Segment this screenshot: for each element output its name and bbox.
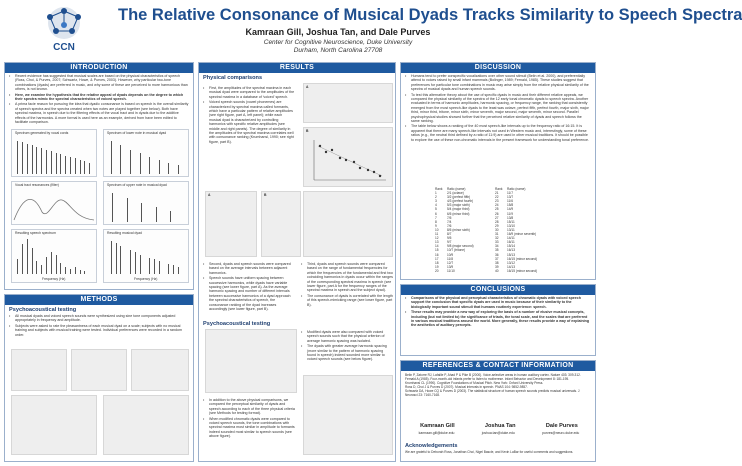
results-bullet: • The consonance of dyads is correlated with the length of this speech-mimicking range (see lower figure, part B). [301, 294, 393, 307]
figure-letter: B [264, 193, 267, 197]
discussion-bullet: • The table below shows a ranking of the 40 most speech-like intervals up to the frequency ratio of 16:15. It is apparent that there are many speech-like intervals not used in Western music and, interestingly, some of these ratios (e.g., the neutral third defined by a ratio of 11:9) are used in other musical traditions. It should be possible to explore the use of these non-chromatic intervals in the present framework for understanding tonal preference. [405, 124, 591, 142]
introduction-heading: INTRODUCTION [5, 63, 193, 73]
table-cell: 15/14 [507, 244, 515, 249]
table-cell: 12 [435, 236, 439, 241]
discussion-bullet: • Humans tend to prefer conspecific vocalizations over other sound stimuli (Belin et al. 2000), and preferentially attend to voices raised by small infant mammals (Bolinger, 1989; Fernald, 1985). These studies suggest that preferences for particular tone combinations in music may arise simply from the relative physical similarity of the spectra of musical dyads and human speech sounds. [405, 74, 591, 92]
lower-note-spectrum-figure [103, 129, 189, 177]
spectrum-bars [14, 137, 94, 174]
table-cell: 13 [435, 240, 439, 245]
figure-label: Spectrum of upper note in musical dyad [107, 183, 167, 187]
results-text-middle-left [199, 261, 299, 312]
table-cell: 33 [495, 240, 499, 245]
reference-entry: Ross D, Choi J & Purves D (2007). Musical intervals in speech. PNAS 104: 9852-9857. [405, 385, 528, 389]
table-cell: 11/6 [507, 199, 513, 204]
methods-heading: METHODS [5, 295, 193, 305]
dyad-spectrum-figure [103, 229, 189, 283]
table-cell: 9/5 [447, 236, 452, 241]
table-cell: 13/11 [507, 227, 515, 232]
table-cell: 21 [495, 191, 499, 196]
spectrum-bars [106, 189, 186, 222]
table-cell: 8 [435, 219, 437, 224]
acknowledgements-heading: Acknowledgements [405, 443, 458, 449]
x-axis-label: Frequency (Hz) [134, 277, 158, 281]
table-cell: 13/12 [507, 260, 515, 265]
intro-bullet: • A prima facie reason for pursuing the idea that dyadic consonance is based on speech is the overall similarity of speech spectra and the spectra created when two notes are played together (see below). Both have spectral maxima, in speech due to the filtering effects of the vocal tract and in dyads due to the additive effects of the harmonics. A more formal is used here as an example, derived from have been edited to facilitate comparison. [9, 102, 189, 124]
results-bullet: • First, the amplitudes of the spectral maxima in each musical dyad were compared to the amplitudes of the spectral maxima in a database of 'voiced' speech. [203, 86, 295, 99]
spectrum-bars [106, 237, 186, 274]
table-cell: 16/11 [507, 240, 515, 245]
speech-spectrum-figure [11, 229, 97, 283]
intro-hypothesis: • Here, we examine the hypothesis that the relative appeal of dyads depends on the degree to which their spectra mimic the spectral characteristics of voiced speech. [9, 93, 189, 102]
table-cell: 37 [495, 256, 499, 261]
table-cell: 28 [495, 219, 499, 224]
table-cell: 2/1 (octave) [447, 191, 464, 196]
table-cell: 15 [435, 248, 439, 253]
contact-email[interactable]: purves@neuro.duke.edu [542, 431, 580, 435]
poster-title: The Relative Consonance of Musical Dyads Tracks Similarity to Speech Spectra [118, 6, 742, 24]
table-cell: 3/2 (perfect fifth) [447, 195, 471, 200]
table-cell: 15/13 [507, 252, 515, 257]
stimulus-panel [131, 349, 189, 391]
table-cell: 5/4 (major third) [447, 207, 470, 212]
logo-text: CCN [53, 42, 75, 53]
reference-entry: Fernald A (1985). Four-month-old infants prefer to listen to motherese. Infant Behavior and Development 8: 181-195. [405, 377, 570, 381]
figure-label: Spectrum of lower note in musical dyad [107, 131, 167, 135]
filter-curve [14, 190, 94, 222]
methods-bullet: • All musical dyads and voiced speech sounds were synthesized using sine tone components adjusted appropriately in frequency and amplitude. [9, 314, 189, 323]
table-cell: 11/8 [447, 256, 453, 261]
acknowledgements-text: We are grateful to Deborah Ross, Jonathan Choi, Nigel Bascle, and Kevin LaBar for useful comments and suggestions. [405, 450, 574, 454]
author-list: Kamraan Gill, Joshua Tan, and Dale Purves [245, 27, 431, 37]
table-cell: 24 [495, 203, 499, 208]
figure-label: Spectrum generated by vocal cords [15, 131, 69, 135]
results-heading: RESULTS [199, 63, 395, 73]
table-cell: 4/3 (perfect fourth) [447, 199, 474, 204]
table-cell: 23 [495, 199, 499, 204]
table-cell: 32 [495, 236, 499, 241]
table-cell: 7/5 [447, 215, 452, 220]
upper-note-spectrum-figure [103, 181, 189, 225]
table-cell: 31 [495, 232, 499, 237]
table-cell: 40 [495, 268, 499, 273]
results-text-top [199, 85, 299, 145]
table-cell: 16/15 (minor second) [507, 256, 538, 261]
discussion-bullet: • To test this alternative theory about the use of specific dyads in music and their different relative appeals, we compared the physical similarity of the spectra of the 12 early tonal chromatic dyads to speech spectra. Another evaluated in terms of harmonic amplitudes, harmonic spacing, or frequency range, the ranking that consistently emerged from the most speech-like dyads to the least was octave, perfect fifth, perfect fourth, major sixth, major third, minor third, tritone, minor sixth, minor seventh, major second, major seventh, minor second. Parallel psychophysical studies showed further that the perceived relative similarity of dyads and speech follows the same ranking. [405, 93, 591, 124]
brain-network-icon [34, 3, 94, 43]
figure-label: Resulting musical dyad [107, 231, 142, 235]
table-cell: 12/7 [447, 260, 454, 265]
figure-letter: A [208, 193, 211, 197]
table-cell: 11 [435, 232, 439, 237]
conclusions-heading: CONCLUSIONS [401, 285, 595, 295]
results-text-bottom [199, 397, 299, 440]
table-cell: 7/4 [447, 219, 452, 224]
figure-letter: A [306, 85, 309, 89]
conclusions-panel [400, 284, 596, 356]
contact-names [405, 423, 593, 429]
results-bullet: • Speech sounds have uniform spacing between successive harmonics, while dyads have variable spacing (see lower figure, part A). As the average harmonic spacing and number of different intervals between successive harmonics of a dyad approach the spectral characteristics of speech, the consonance ranking of the dyad increases accordingly (see lower figure, part B). [203, 276, 295, 311]
methods-subheading: Psychoacoustical testing [9, 307, 77, 313]
results-bullet: • Second, dyads and speech sounds were compared based on the average intervals between adjacent harmonics. [203, 262, 295, 275]
table-cell: 15/8 [507, 203, 514, 208]
table-cell: 9/7 [447, 240, 452, 245]
table-cell: 4 [435, 203, 437, 208]
table-cell: 11/10 [447, 268, 455, 273]
methods-bullet: • Subjects were asked to rate the pleasantness of each musical dyad on a scale; subjects with no musical training and subjects with musical training were tested. Individual preferences were recorded in a random order. [9, 324, 189, 337]
results-bullet: • Voiced speech sounds (vowel phonemes) are characterized by spectral maxima called formants, which have a particular pattern of relative amplitudes (see right figure, part A, left panel); while each musical dyad is characterized by controlling harmonics with specific relative amplitudes (see middle and right panels). The degree of similarity in the amplitudes of the spectral maxima correlates well with consonance ranking (Krumhansl, 1990; see right figure, part B). [203, 100, 295, 144]
rating-scale-panel [11, 395, 97, 455]
table-cell: 7 [435, 215, 437, 220]
table-cell: 14/13 [507, 264, 515, 269]
reference-entry: Belin P, Zatorre RJ, Lafaille P, Ahad P & Pike B (2000). Voice-selective areas in human auditory cortex. Nature 403: 309-312. [405, 373, 581, 377]
table-cell: 13/9 [447, 264, 454, 269]
table-cell: 15/11 [507, 219, 515, 224]
table-cell: 38 [495, 260, 499, 265]
figure-label: Resulting speech spectrum [15, 231, 56, 235]
x-axis-label: Frequency (Hz) [42, 277, 66, 281]
consonance-correlation-figure-b [303, 127, 393, 187]
vocal-tract-filter-figure [11, 181, 97, 225]
column-header: Rank [495, 187, 503, 191]
vocal-cord-spectrum-figure [11, 129, 97, 177]
affiliation-location: Durham, North Carolina 27708 [293, 47, 383, 54]
column-header: Ratio (name) [447, 187, 466, 191]
results-text-lower-right [297, 329, 397, 363]
rating-scale-panel [103, 395, 189, 455]
table-cell: 26 [495, 211, 499, 216]
table-cell: 6/5 (minor third) [447, 211, 470, 216]
table-cell: 29 [495, 223, 499, 228]
discussion-heading: DISCUSSION [401, 63, 595, 73]
results-text-middle-right [297, 261, 397, 308]
table-cell: 5 [435, 207, 437, 212]
table-cell: 10/7 (tritone) [447, 248, 466, 253]
table-cell: 36 [495, 252, 499, 257]
contact-name: Kamraan Gill [420, 423, 455, 429]
references-heading: REFERENCES & CONTACT INFORMATION [401, 361, 595, 371]
intro-bullet: • Recent evidence has suggested that musical scales are based on the physical characteristics of speech (Ross, Choi, & Purves, 2007; Schwartz, Howe, & Purves, 2003). However, why particular two-tone combinations (dyads) are preferred in music, and why some of these are perceived to more harmonious than others, is not known. [9, 74, 189, 92]
table-cell: 27 [495, 215, 499, 220]
table-cell: 9 [435, 223, 437, 228]
ccn-logo [34, 3, 94, 55]
harmonic-spacing-figure-a [205, 191, 257, 257]
table-cell: 14/9 [507, 207, 514, 212]
perceptual-test-figure [205, 329, 297, 393]
table-cell: 18 [435, 260, 439, 265]
results-bullet: • Modified dyads were also compared with voiced speech sounds such that the physical criterion of average harmonic spacing was isolated. [301, 330, 393, 343]
table-cell: 13/10 [507, 223, 515, 228]
table-row [435, 269, 555, 273]
results-panel [198, 62, 396, 462]
results-subheading: Physical comparisons [203, 75, 263, 81]
table-cell: 11/7 [507, 191, 513, 196]
methods-panel [4, 294, 194, 462]
table-cell: 35 [495, 248, 499, 253]
stimulus-panel [71, 349, 127, 391]
table-cell: 39 [495, 264, 499, 269]
column-header: Ratio (name) [507, 187, 526, 191]
figure-label: Vocal tract resonances (filter) [15, 183, 59, 187]
formant-figure-a [303, 83, 393, 123]
affiliation: Center for Cognitive Neuroscience, Duke University [263, 39, 413, 46]
table-cell: 34 [495, 244, 499, 249]
table-cell: 13/7 [507, 195, 514, 200]
table-cell: 20 [435, 268, 439, 273]
table-cell: 2 [435, 195, 437, 200]
spacing-perception-figure [303, 375, 393, 455]
table-cell: 10 [435, 227, 439, 232]
table-cell: 7/6 [447, 223, 452, 228]
results-bullet: • In addition to the above physical comparisons, we compared the perceptual similarity of dyads and speech according to each of the three physical criteria (see Methods for testing format). [203, 398, 295, 416]
figure-letter: B [306, 129, 309, 133]
references-panel [400, 360, 596, 462]
conclusions-bullet: • These results may provide a new way of exploring the basis of a number of elusive musical concepts, including (but not limited to) the significance of triads, the tonal scale, and the scales that are preferred in various musical traditions around the world. More generally, these results provide a way of explaining the aesthetics of auditory percepts. [405, 310, 591, 328]
table-cell: 10/9 [447, 252, 454, 257]
table-cell: 3 [435, 199, 437, 204]
contact-name: Joshua Tan [484, 423, 516, 429]
table-cell: 17 [435, 256, 439, 261]
results-bullet: • When modified chromatic dyads were compared to voiced speech sounds, the tone combinations with spectral maxima most similar in amplitude to formants indeed sounded most similar to speech sounds (see above figure). [203, 417, 295, 439]
spectrum-bars [106, 137, 186, 174]
table-cell: 5/3 (major sixth) [447, 203, 470, 208]
table-cell: 30 [495, 227, 499, 232]
table-cell: 6 [435, 211, 437, 216]
table-cell: 16 [435, 252, 439, 257]
harmonic-spacing-figure-b [261, 191, 301, 257]
results-subheading: Psychoacoustical testing [203, 321, 271, 327]
table-cell: 11/9 [507, 211, 513, 216]
frequency-range-figure [303, 191, 393, 257]
spectrum-bars [14, 237, 94, 274]
table-cell: 14 [435, 244, 439, 249]
poster-header [0, 0, 742, 58]
scatter-plot [312, 138, 388, 182]
stimulus-panel [11, 349, 67, 391]
table-cell: 8/5 (minor sixth) [447, 227, 470, 232]
table-cell: 9/8 (major second) [447, 244, 474, 249]
interval-ranking-table [435, 187, 555, 273]
table-cell: 14/11 [507, 236, 515, 241]
table-cell: 13/8 [507, 215, 514, 220]
table-cell: 16/9 (minor seventh) [507, 232, 537, 237]
contact-emails [405, 431, 593, 435]
results-bullet: • Third, dyads and speech sounds were compared based on the range of fundamental frequencies for which the frequencies of the fundamental and first two coinciding harmonics in dyads occur within the ranges of the corresponding spectral maxima in speech (see lower figure, part A for the frequency ranges of the spectral maxima in speech and the subject dyad). [301, 262, 393, 293]
table-cell: 1 [435, 191, 437, 196]
table-cell: 16/15 (minor second) [507, 268, 538, 273]
table-cell: 25 [495, 207, 499, 212]
table-cell: 8/7 [447, 232, 452, 237]
discussion-panel [400, 62, 596, 280]
table-cell: 19 [435, 264, 439, 269]
table-cell: 22 [495, 195, 499, 200]
conclusions-bullet: • Comparisons of the physical and perceptual characteristics of chromatic dyads with voiced speech support the conclusion that specific dyads are used in music because of their similarity to the biologically important sound stimuli that humans routinely experience: speech. [405, 296, 591, 309]
contact-email[interactable]: joshua.tan@duke.edu [481, 431, 515, 435]
contact-name: Dale Purves [545, 423, 578, 429]
introduction-panel [4, 62, 194, 290]
contact-email[interactable]: kamraan.gill@duke.edu [418, 431, 455, 435]
column-header: Rank [435, 187, 443, 191]
results-bullet: • The dyads with greater average harmonic spacing (more similar to the pattern of harmonic spacing found in speech) indeed sounded more similar to voiced speech sounds (see below figure). [301, 344, 393, 362]
table-cell: 16/13 [507, 248, 515, 253]
reference-entry: Schwartz DA, Howe CQ & Purves D (2003). The statistical structure of human speech sounds predicts musical universals. J Neurosci 23: 7160-7168. [405, 389, 580, 397]
reference-entry: Krumhansl CL (1990). Cognitive Foundations of Musical Pitch. New York: Oxford University Press. [405, 381, 544, 385]
